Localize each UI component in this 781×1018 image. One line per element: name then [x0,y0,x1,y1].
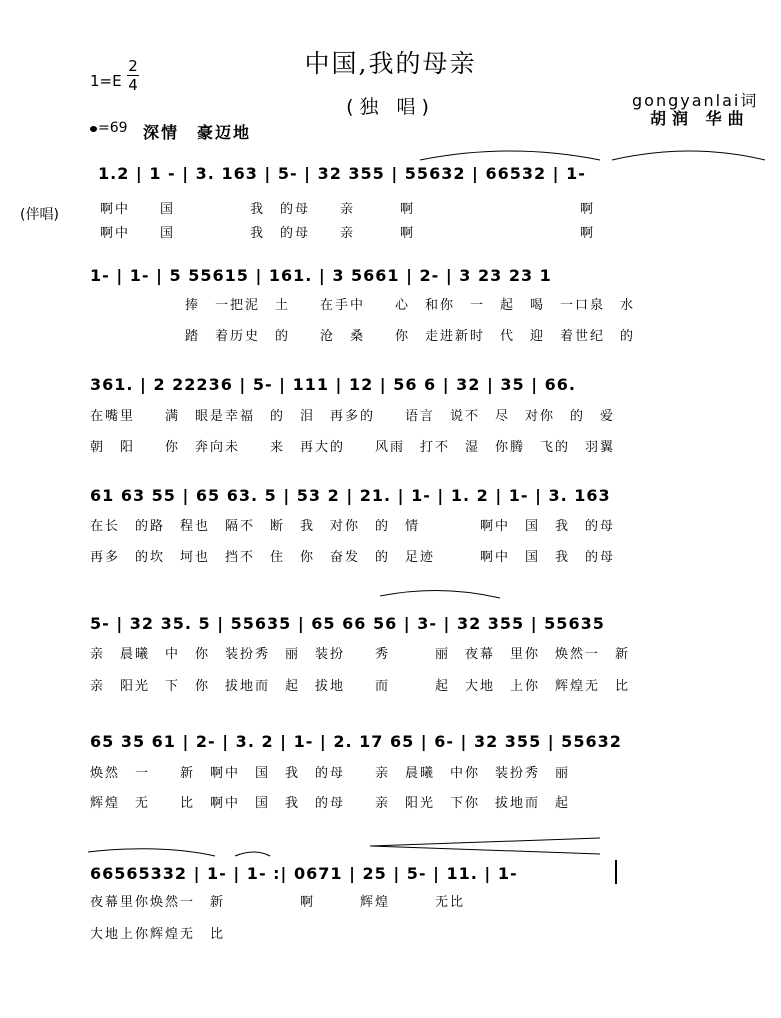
crescendo-mark [370,838,600,854]
notation-row-7: 66565332 | 1- | 1- :| 0671 | 25 | 5- | 11. | 1- [90,864,518,883]
tempo-value: =69 [98,120,128,136]
composer-credit: 胡润 华曲 [650,109,750,128]
notation-row-3: 361. | 2 22236 | 5- | 111 | 12 | 56 6 | 32 | 35 | 66. [90,375,576,394]
lyrics-row-3-verse-1: 在嘴里 满 眼是幸福 的 泪 再多的 语言 说不 尽 对你 的 爱 [90,409,616,424]
slur-1 [420,151,600,160]
slur-2 [612,151,765,160]
slur-5 [235,852,270,856]
chorus-label: (伴唱) [20,207,59,223]
lyrics-row-2-verse-1: 捧 一把泥 土 在手中 心 和你 一 起 喝 一口泉 水 [185,298,636,313]
lyrics-row-6-verse-1: 焕然 一 新 啊中 国 我 的母 亲 晨曦 中你 装扮秀 丽 [90,766,571,781]
lyrics-row-7-verse-1: 夜幕里你焕然一 新 啊 辉煌 无比 [90,895,466,910]
notation-row-4: 61 63 55 | 65 63. 5 | 53 2 | 21. | 1- | 1. 2 | 1- | 3. 163 [90,486,611,505]
lyrics-row-1-verse-2: 啊中 国 我 的母 亲 啊 啊 [100,226,596,241]
lyrics-row-5-verse-1: 亲 晨曦 中 你 装扮秀 丽 装扮 秀 丽 夜幕 里你 焕然一 新 [90,647,631,662]
expression-mark: 深情 豪迈地 [143,123,252,142]
slur-3 [380,590,500,598]
slur-4 [88,849,215,856]
lyrics-row-4-verse-2: 再多 的坎 坷也 挡不 住 你 奋发 的 足迹 啊中 国 我 的母 [90,550,616,565]
lyrics-row-6-verse-2: 辉煌 无 比 啊中 国 我 的母 亲 阳光 下你 拔地而 起 [90,796,571,811]
key-signature: 1=E [90,72,122,90]
lyrics-row-3-verse-2: 朝 阳 你 奔向未 来 再大的 风雨 打不 湿 你腾 飞的 羽翼 [90,440,616,455]
notation-row-5: 5- | 32 35. 5 | 55635 | 65 66 56 | 3- | 32 355 | 55635 [90,614,605,633]
lyricist-credit: gongyanlai词 [632,91,759,110]
lyrics-row-1-verse-1: 啊中 国 我 的母 亲 啊 啊 [100,202,596,217]
song-subtitle: (独 唱) [346,96,435,118]
time-signature-bottom: 4 [128,76,138,94]
lyrics-row-2-verse-2: 踏 着历史 的 沧 桑 你 走进新时 代 迎 着世纪 的 [185,329,636,344]
notation-row-1: 1.2 | 1 - | 3. 163 | 5- | 32 355 | 55632 | 66532 | 1- [98,164,586,183]
song-title: 中国,我的母亲 [304,49,477,78]
slur-marks [88,151,765,856]
lyrics-row-7-verse-2: 大地上你辉煌无 比 [90,927,226,942]
time-signature-top: 2 [128,57,138,75]
notation-row-6: 65 35 61 | 2- | 3. 2 | 1- | 2. 17 65 | 6- | 32 355 | 55632 [90,732,622,751]
notation-row-2: 1- | 1- | 5 55615 | 161. | 3 5661 | 2- | 3 23 23 1 [90,266,552,285]
lyrics-row-4-verse-1: 在长 的路 程也 隔不 断 我 对你 的 情 啊中 国 我 的母 [90,519,616,534]
lyrics-row-5-verse-2: 亲 阳光 下 你 拔地而 起 拔地 而 起 大地 上你 辉煌无 比 [90,679,631,694]
